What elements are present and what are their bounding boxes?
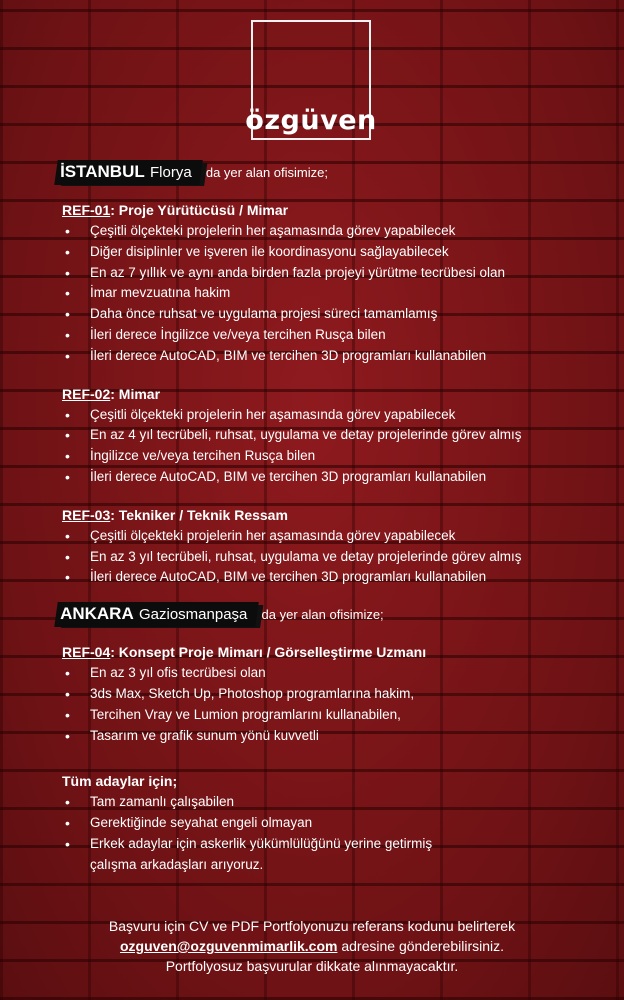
ankara-city: ANKARA [60, 604, 134, 624]
closing-line: çalışma arkadaşları arıyoruz. [90, 856, 264, 872]
ankara-district: Gaziosmanpaşa [138, 606, 248, 624]
footer-line2-rest: adresine gönderebilirsiniz. [337, 938, 505, 954]
istanbul-city: İSTANBUL [60, 162, 145, 181]
ref01-title: : Proje Yürütücüsü / Mimar [110, 202, 289, 218]
list-item: • Erkek adaylar için askerlik yükümlülüğünü yerine getirmiş [62, 834, 617, 855]
list-item: • Tercihen Vray ve Lumion programlarını kullanabilen, [62, 705, 617, 726]
footer-line3: Portfolyosuz başvurular dikkate alınmayacaktır. [165, 958, 459, 974]
list-item: • Daha önce ruhsat ve uygulama projesi süreci tamamlamış [62, 304, 617, 325]
ref03-code: REF-03 [62, 506, 111, 523]
list-item: • İleri derece AutoCAD, BIM ve tercihen 3D programları kullanabilen [62, 346, 617, 367]
footer [0, 916, 624, 976]
list-item: • 3ds Max, Sketch Up, Photoshop programlarına hakim, [62, 684, 617, 705]
ref02-title: : Mimar [110, 385, 161, 402]
list-item: • Çeşitli ölçekteki projelerin her aşamasında görev yapabilecek [62, 405, 617, 426]
ref01-code: REF-01 [62, 202, 111, 218]
list-item: • Diğer disiplinler ve işveren ile koordinasyonu sağlayabilecek [62, 242, 617, 263]
ref02-list [62, 405, 617, 488]
ref03-heading [62, 506, 617, 524]
ref03-title: : Tekniker / Teknik Ressam [110, 506, 288, 523]
list-item: • En az 3 yıl ofis tecrübesi olan [62, 663, 617, 684]
list-item: • İleri derece AutoCAD, BIM ve tercihen 3D programları kullanabilen [62, 467, 617, 488]
ref02-code: REF-02 [62, 385, 111, 402]
list-item: • İmar mevzuatına hakim [62, 283, 617, 304]
ref04-title: : Konsept Proje Mimarı / Görselleştirme Uzmanı [110, 644, 427, 661]
istanbul-brush [54, 160, 203, 185]
all-candidates-heading: Tüm adaylar için; [62, 773, 178, 790]
ref04-list [62, 663, 617, 746]
list-item: • Çeşitli ölçekteki projelerin her aşamasında görev yapabilecek [62, 526, 617, 547]
email-link[interactable]: ozguven@ozguvenmimarlik.com [119, 938, 338, 954]
logo-text: özgüven [245, 105, 377, 136]
istanbul-district: Florya [149, 164, 192, 181]
ref04-code: REF-04 [62, 644, 111, 661]
all-candidates-list [62, 792, 617, 854]
ref04-heading [62, 643, 617, 661]
logo [245, 20, 377, 140]
footer-line1: Başvuru için CV ve PDF Portfolyonuzu referans kodunu belirterek [108, 918, 516, 934]
list-item: • Tasarım ve grafik sunum yönü kuvvetli [62, 726, 617, 747]
ref02-heading [62, 385, 617, 403]
list-item: • İngilizce ve/veya tercihen Rusça bilen [62, 446, 617, 467]
list-item: • Gerektiğinde seyahat engeli olmayan [62, 813, 617, 834]
ref01-list [62, 221, 617, 367]
ankara-suffix: 'da yer alan ofisimize; [259, 607, 384, 623]
list-item: • Çeşitli ölçekteki projelerin her aşamasında görev yapabilecek [62, 221, 617, 242]
list-item: • İleri derece İngilizce ve/veya tercihen Rusça bilen [62, 325, 617, 346]
list-item: • İleri derece AutoCAD, BIM ve tercihen 3D programları kullanabilen [62, 567, 617, 588]
ref03-list [62, 526, 617, 588]
ankara-heading [62, 602, 617, 627]
istanbul-suffix: 'da yer alan ofisimize; [203, 165, 328, 180]
list-item: • Tam zamanlı çalışabilen [62, 792, 617, 813]
footer-line2 [0, 936, 624, 956]
job-listing [62, 152, 617, 894]
ref01-heading [62, 201, 617, 219]
ankara-brush [54, 602, 259, 627]
list-item: • En az 4 yıl tecrübeli, ruhsat, uygulama ve detay projelerinde görev almış [62, 425, 617, 446]
istanbul-heading [62, 160, 617, 185]
list-item: • En az 3 yıl tecrübeli, ruhsat, uygulama ve detay projelerinde görev almış [62, 547, 617, 568]
list-item: • En az 7 yıllık ve aynı anda birden fazla projeyi yürütme tecrübesi olan [62, 263, 617, 284]
